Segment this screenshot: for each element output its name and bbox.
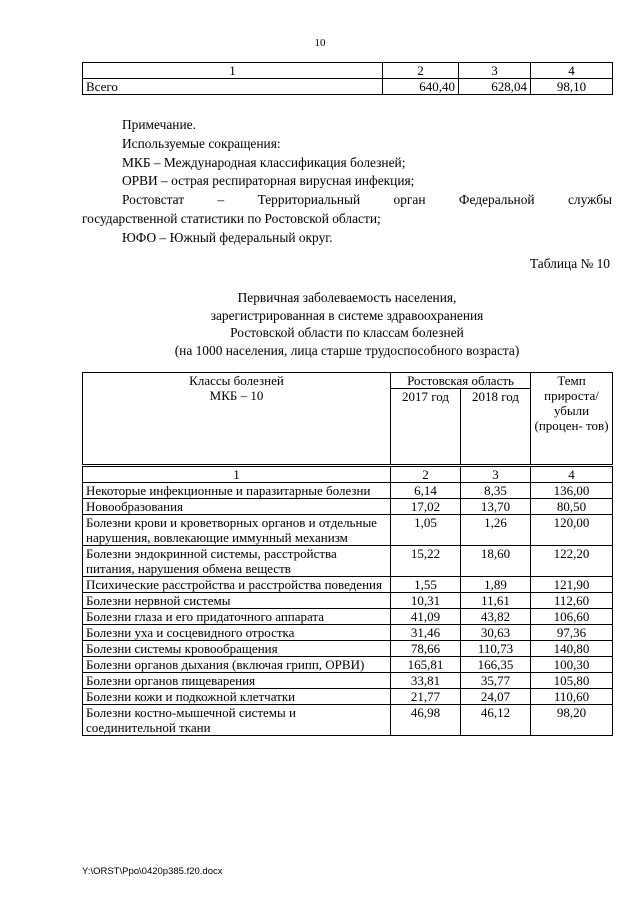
value-2018: 1,26 <box>461 515 531 546</box>
table-title-line: Первичная заболеваемость населения, <box>237 290 457 305</box>
value-2018: 43,82 <box>461 609 531 625</box>
header-rate: Темп прироста/ убыли (процен- тов) <box>531 373 613 466</box>
table-title-line: (на 1000 населения, лица старше трудоспособного возраста) <box>174 342 520 358</box>
disease-class-name: Болезни крови и кроветворных органов и отдельные нарушения, вовлекающие иммунный механизм <box>83 515 391 546</box>
value-2018: 30,63 <box>461 625 531 641</box>
header-classes-label: Классы болезней <box>189 373 284 388</box>
value-2018: 166,35 <box>461 657 531 673</box>
growth-rate: 136,00 <box>531 483 613 499</box>
header-mkb-label: МКБ – 10 <box>209 388 264 403</box>
value-2017: 10,31 <box>391 593 461 609</box>
table-header-row <box>83 373 613 389</box>
table-row <box>83 641 613 657</box>
value-2017: 31,46 <box>391 625 461 641</box>
header-2018: 2018 год <box>461 389 531 466</box>
growth-rate: 80,50 <box>531 499 613 515</box>
value-2018: 13,70 <box>461 499 531 515</box>
header-classes <box>83 373 391 466</box>
header-2017: 2017 год <box>391 389 461 466</box>
disease-class-name: Болезни нервной системы <box>83 593 391 609</box>
table-row <box>83 625 613 641</box>
note-section <box>82 116 612 248</box>
summary-col-number: 1 <box>83 63 383 79</box>
value-2017: 15,22 <box>391 546 461 577</box>
table-row <box>83 705 613 736</box>
growth-rate: 98,20 <box>531 705 613 736</box>
value-2018: 24,07 <box>461 689 531 705</box>
table-row <box>83 483 613 499</box>
disease-class-name: Болезни глаза и его придаточного аппарата <box>83 609 391 625</box>
value-2017: 17,02 <box>391 499 461 515</box>
summary-total-row <box>83 79 613 95</box>
summary-col-number: 2 <box>383 63 459 79</box>
table-title <box>82 289 612 359</box>
growth-rate: 110,60 <box>531 689 613 705</box>
disease-class-name: Болезни системы кровообращения <box>83 641 391 657</box>
total-rate: 98,10 <box>531 79 613 95</box>
note-title: Примечание. <box>122 117 196 132</box>
note-word: Территориальный <box>257 192 361 208</box>
disease-class-name: Болезни кожи и подкожной клетчатки <box>83 689 391 705</box>
table-row <box>83 499 613 515</box>
total-2017: 640,40 <box>383 79 459 95</box>
value-2017: 165,81 <box>391 657 461 673</box>
table-title-line: Ростовской области по классам болезней <box>230 325 464 340</box>
growth-rate: 106,60 <box>531 609 613 625</box>
disease-class-name: Болезни органов пищеварения <box>83 673 391 689</box>
table-row <box>83 657 613 673</box>
value-2017: 41,09 <box>391 609 461 625</box>
note-word: Федеральной <box>458 192 535 208</box>
summary-table <box>82 62 613 95</box>
growth-rate: 97,36 <box>531 625 613 641</box>
growth-rate: 100,30 <box>531 657 613 673</box>
col-number: 4 <box>531 466 613 483</box>
value-2018: 11,61 <box>461 593 531 609</box>
col-number: 2 <box>391 466 461 483</box>
col-number: 3 <box>461 466 531 483</box>
summary-col-number: 4 <box>531 63 613 79</box>
note-word: орган <box>393 192 426 208</box>
note-rostovstat-line <box>82 191 612 210</box>
page-number: 10 <box>314 37 326 49</box>
summary-header-row <box>83 63 613 79</box>
growth-rate: 105,80 <box>531 673 613 689</box>
value-2018: 8,35 <box>461 483 531 499</box>
note-word: Ростовстат <box>122 192 185 208</box>
note-intro: Используемые сокращения: <box>122 135 281 151</box>
value-2017: 21,77 <box>391 689 461 705</box>
note-rostovstat-cont: государственной статистики по Ростовской области; <box>82 210 381 226</box>
morbidity-table <box>82 372 613 736</box>
summary-col-number: 3 <box>459 63 531 79</box>
disease-class-name: Некоторые инфекционные и паразитарные болезни <box>83 483 391 499</box>
table-row <box>83 515 613 546</box>
disease-class-name: Болезни костно-мышечной системы и соединительной ткани <box>83 705 391 736</box>
growth-rate: 121,90 <box>531 577 613 593</box>
note-word: – <box>217 192 225 208</box>
column-numbers-row <box>83 466 613 483</box>
growth-rate: 120,00 <box>531 515 613 546</box>
value-2018: 46,12 <box>461 705 531 736</box>
note-orvi: ОРВИ – острая респираторная вирусная инфекция; <box>122 173 415 189</box>
table-row <box>83 609 613 625</box>
note-mkb: МКБ – Международная классификация болезней; <box>122 154 406 170</box>
value-2018: 1,89 <box>461 577 531 593</box>
file-path-footer: Y:\ORST\Ppo\0420p385.f20.docx <box>82 866 223 877</box>
value-2017: 1,55 <box>391 577 461 593</box>
table-row <box>83 546 613 577</box>
value-2017: 46,98 <box>391 705 461 736</box>
table-row <box>83 689 613 705</box>
note-word: службы <box>567 192 612 208</box>
value-2018: 18,60 <box>461 546 531 577</box>
table-row <box>83 673 613 689</box>
total-2018: 628,04 <box>459 79 531 95</box>
table-label: Таблица № 10 <box>529 256 610 271</box>
table-title-line: зарегистрированная в системе здравоохранения <box>210 307 484 323</box>
disease-class-name: Болезни эндокринной системы, расстройства питания, нарушения обмена веществ <box>83 546 391 577</box>
value-2017: 33,81 <box>391 673 461 689</box>
growth-rate: 112,60 <box>531 593 613 609</box>
disease-class-name: Новообразования <box>83 499 391 515</box>
growth-rate: 122,20 <box>531 546 613 577</box>
disease-class-name: Болезни уха и сосцевидного отростка <box>83 625 391 641</box>
disease-class-name: Психические расстройства и расстройства поведения <box>83 577 391 593</box>
value-2018: 110,73 <box>461 641 531 657</box>
growth-rate: 140,80 <box>531 641 613 657</box>
note-yufo: ЮФО – Южный федеральный округ. <box>122 229 333 245</box>
total-label: Всего <box>83 79 383 95</box>
table-row <box>83 593 613 609</box>
value-2017: 78,66 <box>391 641 461 657</box>
value-2017: 6,14 <box>391 483 461 499</box>
disease-class-name: Болезни органов дыхания (включая грипп, ОРВИ) <box>83 657 391 673</box>
value-2017: 1,05 <box>391 515 461 546</box>
value-2018: 35,77 <box>461 673 531 689</box>
table-row <box>83 577 613 593</box>
header-region: Ростовская область <box>391 373 531 389</box>
col-number: 1 <box>83 466 391 483</box>
table-body <box>83 483 613 736</box>
